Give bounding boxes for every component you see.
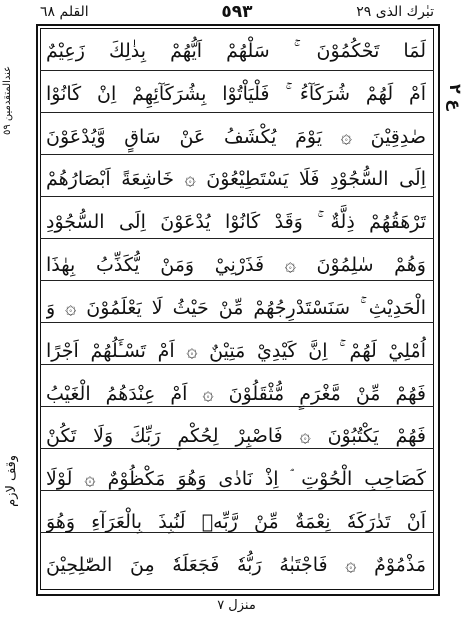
text-line: وَهُمْ سٰلِمُوْنَ ۞ فَذَرْنِيْ وَمَنْ يُّكَذِّبُ بِهٰذَا xyxy=(46,254,426,277)
text-line: تَرْهَقُهُمْ ذِلَّةٌ ۚ وَقَدْ كَانُوْا يُدْعَوْنَ اِلَى السُّجُوْدِ xyxy=(46,211,426,234)
ruku-marker: ع ٢ xyxy=(446,84,465,111)
text-line: اَمْ لَهُمْ شُرَكَآءُ ۚ فَلْيَاْتُوْا بِشُرَكَآئِهِمْ اِنْ كَانُوْا xyxy=(46,82,426,105)
text-line: لَمَا تَحْكُمُوْنَ ۚ سَلْهُمْ اَيُّهُمْ بِذٰلِكَ زَعِيْمٌ xyxy=(46,40,426,62)
text-line: اَنْ تَدٰرَكَهٗ نِعْمَةٌ مِّنْ رَّبِّهٖ لَنُبِذَ بِالْعَرَآءِ وَهُوَ xyxy=(46,511,426,534)
manzil-footer: منزل ٧ xyxy=(217,598,256,613)
text-line: الْحَدِيْثِ ۚ سَنَسْتَدْرِجُهُمْ مِّنْ حَيْثُ لَا يَعْلَمُوْنَ ۞ وَ xyxy=(46,296,426,319)
surah-name: القلم ٦٨ xyxy=(40,4,89,20)
text-line: فَهُمْ مِّنْ مَّغْرَمٍ مُّثْقَلُوْنَ ۞ اَمْ عِنْدَهُمُ الْغَيْبُ xyxy=(46,382,426,405)
text-line: اِلَى السُّجُوْدِ فَلَا يَسْتَطِيْعُوْنَ ۞ خَاشِعَةً اَبْصَارُهُمْ xyxy=(46,168,426,191)
margin-note-left: عندالمتقدمين ٥٩ xyxy=(2,65,13,135)
quran-text-block xyxy=(46,32,426,584)
text-line: مَذْمُوْمٌ ۞ فَاجْتَبٰهُ رَبُّهٗ فَجَعَلَهٗ مِنَ الصّٰلِحِيْنَ xyxy=(46,553,426,576)
text-line: فَهُمْ يَكْتُبُوْنَ ۞ فَاصْبِرْ لِحُكْمِ رَبِّكَ وَلَا تَكُنْ xyxy=(46,425,426,448)
waqf-marker: وقف لازم xyxy=(4,455,19,507)
text-line: صٰدِقِيْنَ ۞ يَوْمَ يُكْشَفُ عَنْ سَاقٍ وَّيُدْعَوْنَ xyxy=(46,125,426,148)
text-line: اُمْلِيْ لَهُمْ ۚ اِنَّ كَيْدِيْ مَتِيْنٌ ۞ اَمْ تَسْـَٔلُهُمْ اَجْرًا xyxy=(46,339,426,362)
page-header xyxy=(36,2,438,22)
juz-name: تبٰرك الذى ٢٩ xyxy=(356,4,434,20)
text-line: كَصَاحِبِ الْحُوْتِ ۘ اِذْ نَادٰى وَهُوَ مَكْظُوْمٌ ۞ لَوْلَا xyxy=(46,468,426,491)
page-number: ٥٩٣ xyxy=(221,2,253,22)
